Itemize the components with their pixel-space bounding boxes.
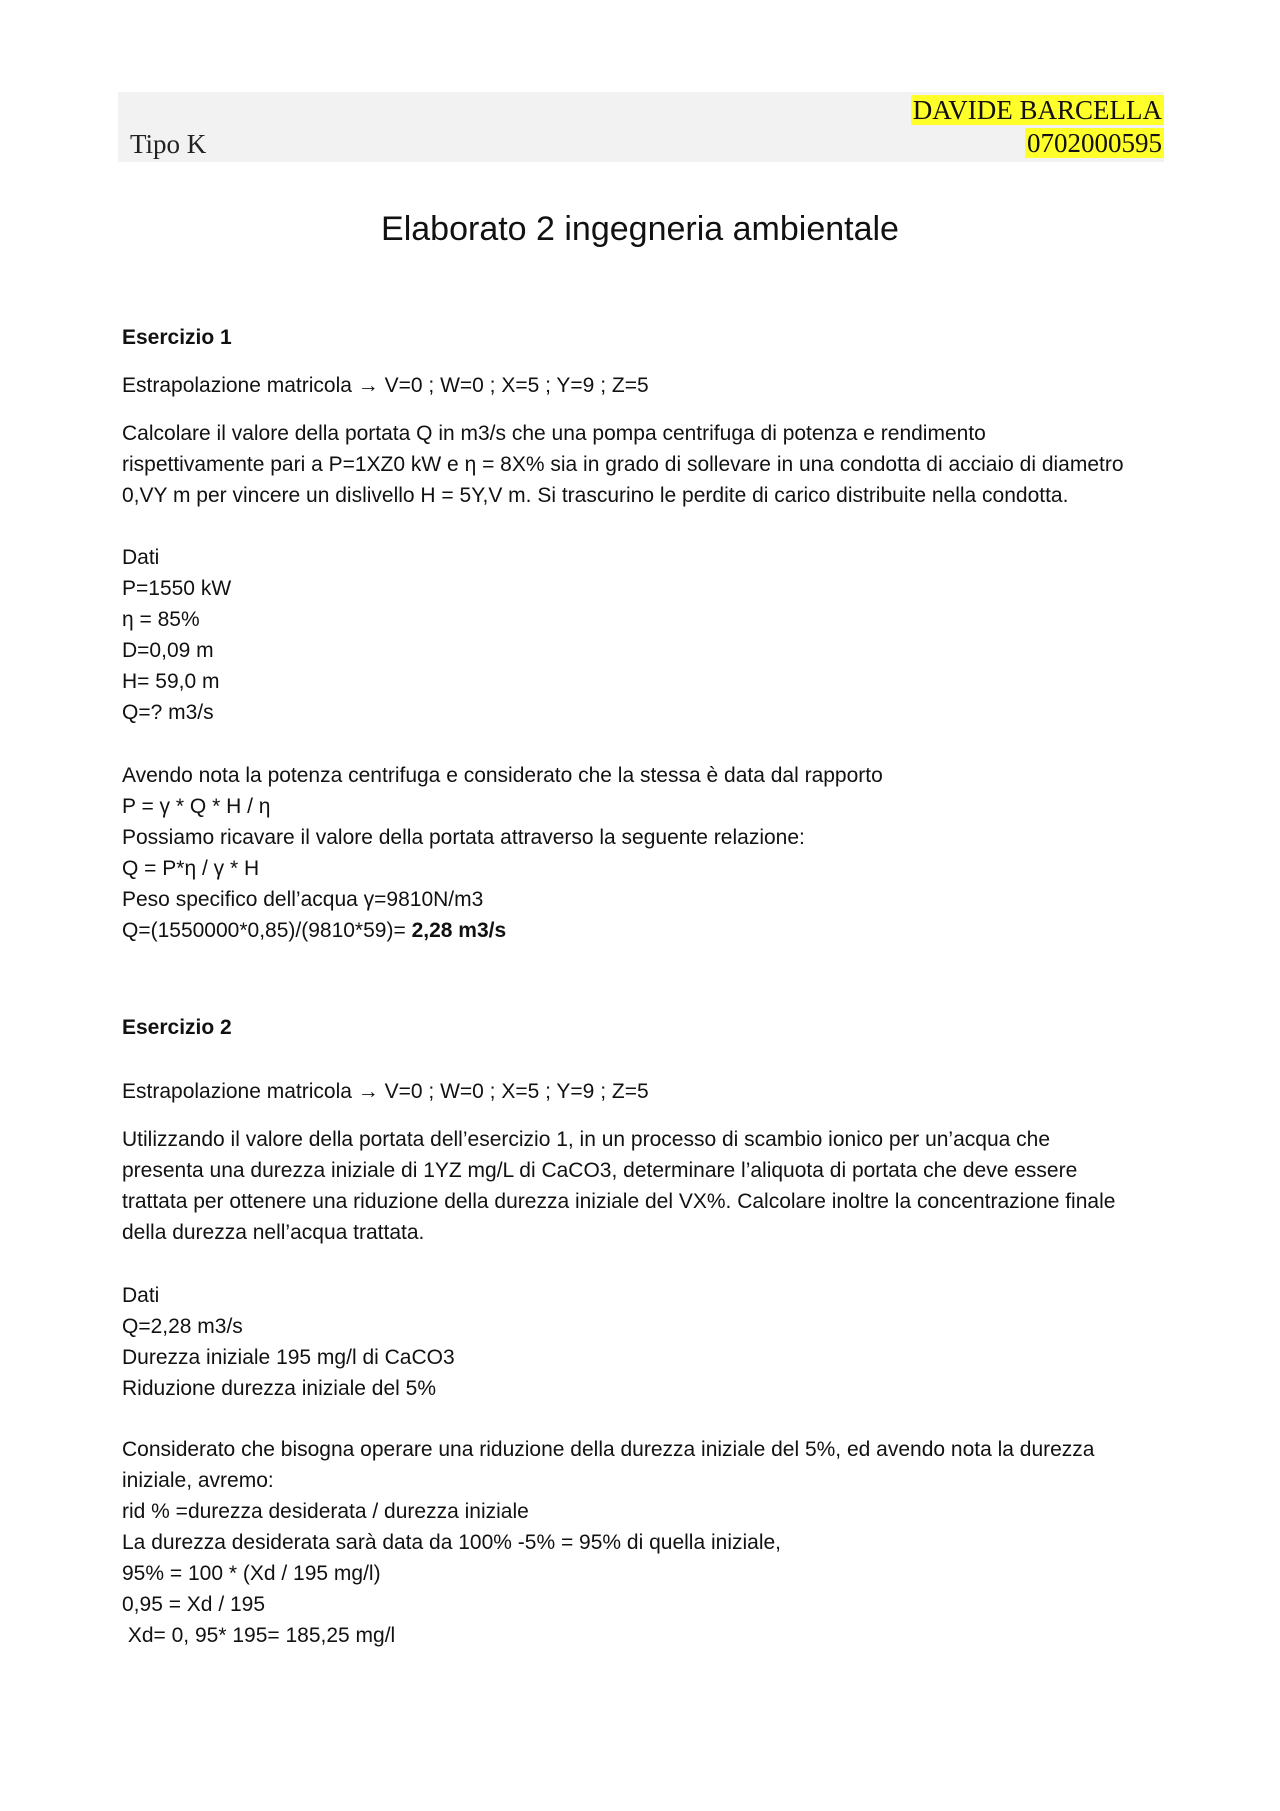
solution-line: Possiamo ricavare il valore della portata attraverso la seguente relazione: <box>122 826 805 849</box>
solution-line: 95% = 100 * (Xd / 195 mg/l) <box>122 1562 381 1585</box>
exercise-1-dati <box>122 542 1170 728</box>
dati-line: Riduzione durezza iniziale del 5% <box>122 1377 437 1400</box>
exercise-1-solution <box>122 760 1170 946</box>
dati-line: D=0,09 m <box>122 639 214 662</box>
dati-label: Dati <box>122 1284 160 1307</box>
page-header <box>118 92 1164 162</box>
solution-line: rid % =durezza desiderata / durezza iniziale <box>122 1500 529 1523</box>
dati-line: Q=? m3/s <box>122 701 214 724</box>
statement-line: 0,VY m per vincere un dislivello H = 5Y,V m. Si trascurino le perdite di carico distribuite nella condotta. <box>122 484 1069 507</box>
result-value: 2,28 m3/s <box>411 919 507 942</box>
exercise-2-heading-block <box>122 1012 1170 1043</box>
exercise-1-statement <box>122 418 1170 511</box>
dati-line: P=1550 kW <box>122 577 232 600</box>
student-info <box>911 94 1164 160</box>
document-title: Elaborato 2 ingegneria ambientale <box>381 210 899 248</box>
dati-line: H= 59,0 m <box>122 670 220 693</box>
solution-line: P = γ * Q * H / η <box>122 795 271 818</box>
solution-line: Peso specifico dell’acqua γ=9810N/m3 <box>122 888 484 911</box>
dati-line: η = 85% <box>122 608 200 631</box>
exercise-2-solution <box>122 1434 1170 1651</box>
statement-line: Calcolare il valore della portata Q in m3/s che una pompa centrifuga di potenza e rendimento <box>122 422 986 445</box>
statement-line: rispettivamente pari a P=1XZ0 kW e η = 8X% sia in grado di sollevare in una condotta di acciaio di diametro <box>122 453 1124 476</box>
exercise-2-heading: Esercizio 2 <box>122 1016 232 1039</box>
exercise-2-dati <box>122 1280 1170 1404</box>
dati-line: Durezza iniziale 195 mg/l di CaCO3 <box>122 1346 455 1369</box>
exercise-1-matricola: Estrapolazione matricola → V=0 ; W=0 ; X=5 ; Y=9 ; Z=5 <box>122 374 649 397</box>
exercise-2-statement <box>122 1124 1170 1248</box>
statement-line: presenta una durezza iniziale di 1YZ mg/L di CaCO3, determinare l’aliquota di portata che deve essere <box>122 1159 1078 1182</box>
exam-type: Tipo K <box>130 129 207 159</box>
solution-line: iniziale, avremo: <box>122 1469 274 1492</box>
dati-line: Q=2,28 m3/s <box>122 1315 243 1338</box>
solution-line: Considerato che bisogna operare una riduzione della durezza iniziale del 5%, ed avendo nota la durezza <box>122 1438 1095 1461</box>
solution-line: La durezza desiderata sarà data da 100% -5% = 95% di quella iniziale, <box>122 1531 782 1554</box>
student-name: DAVIDE BARCELLA <box>912 95 1162 125</box>
result-line <box>122 915 1170 946</box>
dati-label: Dati <box>122 546 160 569</box>
result-formula: Q=(1550000*0,85)/(9810*59)= <box>122 919 412 942</box>
solution-line: Xd= 0, 95* 195= 185,25 mg/l <box>122 1624 396 1647</box>
statement-line: della durezza nell’acqua trattata. <box>122 1221 425 1244</box>
exercise-1-matricola-block <box>122 370 1170 401</box>
solution-line: Q = P*η / γ * H <box>122 857 260 880</box>
solution-line: 0,95 = Xd / 195 <box>122 1593 266 1616</box>
exercise-2-matricola-block <box>122 1076 1170 1107</box>
exercise-1-heading: Esercizio 1 <box>122 326 232 349</box>
student-id: 0702000595 <box>1027 128 1162 158</box>
exercise-2-matricola: Estrapolazione matricola → V=0 ; W=0 ; X=5 ; Y=9 ; Z=5 <box>122 1080 649 1103</box>
statement-line: trattata per ottenere una riduzione della durezza iniziale del VX%. Calcolare inoltre la concentrazione finale <box>122 1190 1116 1213</box>
exercise-1-heading-block <box>122 322 1170 353</box>
statement-line: Utilizzando il valore della portata dell’esercizio 1, in un processo di scambio ionico per un’acqua che <box>122 1128 1051 1151</box>
solution-line: Avendo nota la potenza centrifuga e considerato che la stessa è data dal rapporto <box>122 764 883 787</box>
